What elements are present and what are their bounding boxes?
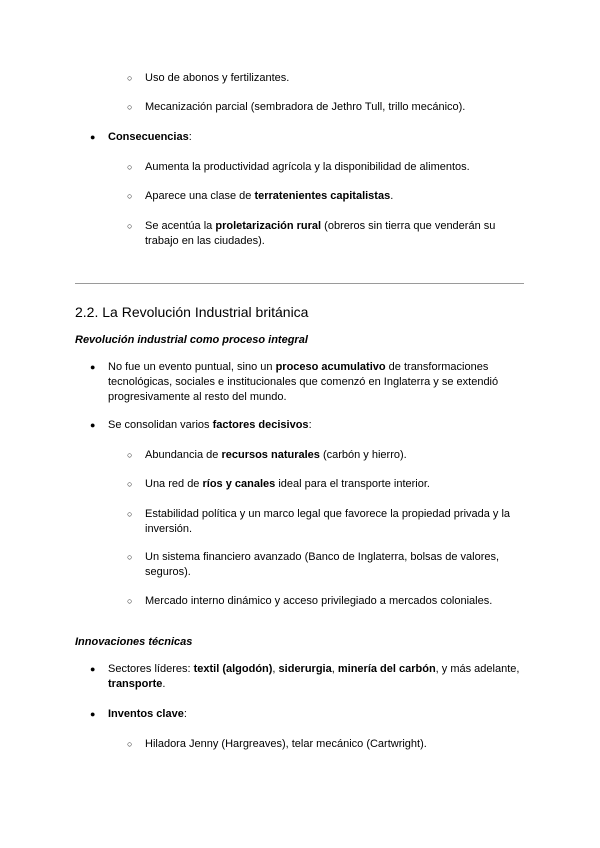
filled-bullet-icon: ●: [90, 420, 96, 430]
filled-bullet-icon: ●: [90, 132, 96, 142]
list-item: Se consolidan varios factores decisivos:: [108, 419, 312, 431]
hollow-bullet-icon: ○: [127, 221, 133, 231]
list-item: Estabilidad política y un marco legal que favorece la propiedad privada y la: [145, 508, 511, 520]
list-item: Un sistema financiero avanzado (Banco de Inglaterra, bolsas de valores,: [145, 551, 500, 563]
list-item: Sectores líderes: textil (algodón), siderurgia, minería del carbón, y más adelante,: [108, 663, 520, 675]
hollow-bullet-icon: ○: [127, 596, 133, 606]
list-item-continuation: tecnológicas, sociales e institucionales que comenzó en Inglaterra y se extendió: [108, 376, 499, 388]
filled-bullet-icon: ●: [90, 664, 96, 674]
hollow-bullet-icon: ○: [127, 73, 133, 83]
list-item: Aumenta la productividad agrícola y la disponibilidad de alimentos.: [145, 161, 470, 173]
list-item-inventos: Inventos clave:: [108, 708, 187, 720]
filled-bullet-icon: ●: [90, 362, 96, 372]
list-item: No fue un evento puntual, sino un proceso acumulativo de transformaciones: [108, 361, 489, 373]
list-item: Mecanización parcial (sembradora de Jethro Tull, trillo mecánico).: [145, 101, 466, 113]
hollow-bullet-icon: ○: [127, 191, 133, 201]
list-item-consecuencias: Consecuencias:: [108, 131, 192, 143]
list-item-continuation: trabajo en las ciudades).: [145, 235, 265, 247]
list-item-continuation: inversión.: [145, 523, 193, 535]
list-item: Se acentúa la proletarización rural (obreros sin tierra que venderán su: [145, 220, 496, 232]
hollow-bullet-icon: ○: [127, 479, 133, 489]
list-item: Una red de ríos y canales ideal para el transporte interior.: [145, 478, 430, 490]
list-item-continuation: transporte.: [108, 678, 166, 690]
list-item-continuation: progresivamente al resto del mundo.: [108, 391, 287, 403]
hollow-bullet-icon: ○: [127, 162, 133, 172]
subsection-title: Revolución industrial como proceso integral: [75, 334, 308, 346]
list-item: Hiladora Jenny (Hargreaves), telar mecánico (Cartwright).: [145, 738, 427, 750]
hollow-bullet-icon: ○: [127, 102, 133, 112]
filled-bullet-icon: ●: [90, 709, 96, 719]
hollow-bullet-icon: ○: [127, 450, 133, 460]
subsection-title: Innovaciones técnicas: [75, 636, 193, 648]
hollow-bullet-icon: ○: [127, 739, 133, 749]
hollow-bullet-icon: ○: [127, 552, 133, 562]
list-item: Uso de abonos y fertilizantes.: [145, 72, 290, 84]
list-item: Abundancia de recursos naturales (carbón y hierro).: [145, 449, 407, 461]
list-item-continuation: seguros).: [145, 566, 191, 578]
list-item: Mercado interno dinámico y acceso privilegiado a mercados coloniales.: [145, 595, 493, 607]
list-item: Aparece una clase de terratenientes capitalistas.: [145, 190, 394, 202]
section-heading: 2.2. La Revolución Industrial británica: [75, 304, 309, 320]
horizontal-divider: [75, 283, 524, 284]
hollow-bullet-icon: ○: [127, 509, 133, 519]
